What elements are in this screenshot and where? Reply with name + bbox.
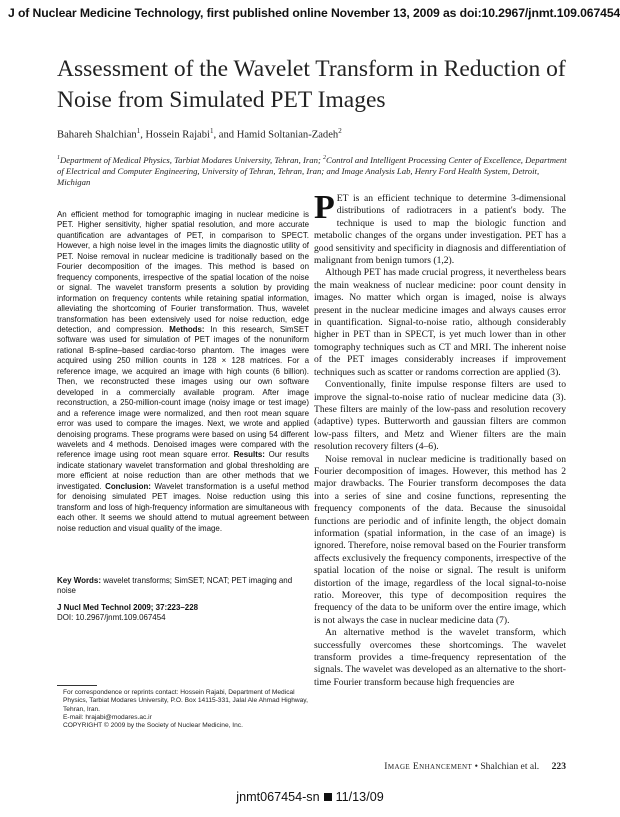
author-affiliation-mark: 1: [136, 127, 141, 135]
author-separator: , and: [213, 129, 237, 141]
keywords: [57, 576, 309, 597]
body-paragraph: [314, 189, 566, 267]
abstract-methods-label: Methods:: [169, 324, 205, 334]
running-footer: [354, 761, 566, 772]
author-name: Hossein Rajabi: [145, 129, 210, 141]
abstract: [57, 210, 309, 534]
footer-section: Image Enhancement: [384, 761, 473, 772]
keywords-label: Key Words:: [57, 576, 101, 585]
manuscript-id-line: [0, 790, 620, 804]
affiliation-text: Department of Medical Physics, Tarbiat Modares University, Tehran, Iran;: [60, 154, 324, 165]
author-affiliation-mark: 2: [338, 127, 342, 135]
footnote-email: E-mail: hrajabi@modares.ac.ir: [63, 713, 152, 721]
manuscript-date: 11/13/09: [335, 790, 384, 804]
citation-journal: J Nucl Med Technol 2009; 37:223–228: [57, 603, 199, 612]
affiliation-text: Control and Intelligent Processing Center of Excellence, Department of Electrical and Computer Engineering, University of Tehran, Tehran, Iran; and Image Analysis Lab, Henry Ford Health System, Detroit, Michigan: [57, 154, 567, 188]
author-name: Hamid Soltanian-Zadeh: [236, 129, 339, 141]
article-title: Assessment of the Wavelet Transform in Reduction of Noise from Simulated PET Images: [57, 56, 566, 113]
abstract-results: Our results indicate stationary wavelet transformation and global thresholding are more efficient at noise reduction than are other methods that we investigated.: [57, 450, 309, 491]
footnote: [57, 689, 309, 730]
author-list: [57, 127, 342, 141]
keywords-text: wavelet transforms; SimSET; NCAT; PET imaging and noise: [57, 576, 293, 596]
footnote-divider: [57, 685, 97, 686]
author-separator: ,: [140, 129, 146, 141]
page-number: 223: [551, 761, 566, 772]
abstract-conclusion-label: Conclusion:: [105, 481, 151, 491]
footnote-copyright: COPYRIGHT © 2009 by the Society of Nuclear Medicine, Inc.: [63, 722, 243, 730]
affiliation-mark: 1: [57, 155, 60, 161]
square-bullet-icon: [324, 793, 332, 801]
abstract-methods: In this research, SimSET software was used for simulation of PET images of the nonuniform rational B-spline–based cardiac-torso phantom. The images were acquired using 250 million counts in 128 × 128 matrices. For a reference image, we acquired an image with high counts (6 billion). Then, we reconstructed these images using our own software developed in a commercially available program. After image reconstruction, a 250-million-count image (noisy image or test image) and a reference image were normalized, and then root mean square error was used to compare the images. Next, we wrote and applied denoising programs. These programs were based on using 54 different wavelets and 4 methods. Denoised images were compared with the reference image using root mean square error.: [57, 324, 309, 460]
author-affiliation-mark: 1: [209, 127, 214, 135]
body-paragraph: Noise removal in nuclear medicine is traditionally based on Fourier decomposition of images. However, this method has 2 major drawbacks. The Fourier transform decomposes the data into a series of sine and cosine functions, representing the frequency components of the data. Because the sinusoidal functions are periodic and of infinite length, the object domain information (spatial information, in the case of an image) is ignored. Therefore, noise removal based on the Fourier transform affects exclusively the frequency components, irrespective of the spatial location of the noise or signal. The result is uniform distortion of the image, regardless of the local signal-to-noise ratio. Moreover, this type of decomposition requires the frequency of the data to be uniform over the entire image, which is not always the case in nuclear medicine data (7).: [314, 453, 566, 626]
abstract-results-label: Results:: [233, 450, 265, 460]
body-paragraph: Conventionally, finite impulse response filters are used to improve the signal-to-noise ratio of nuclear medicine data (3). These filters are mainly of the low-pass and resolution recovery (adaptive) types. Butterworth and gaussian filters are common low-pass filters, and Metz and Wiener filters are the main resolution recovery filters (4–6).: [314, 379, 566, 453]
abstract-conclusion: Wavelet transformation is a useful method for denoising simulated PET images. Noise reduction using this transform and loss of high-frequency information are simultaneous with each other. It seems we should attend to mutual agreement between noise reduction and visual quality of the image.: [57, 481, 309, 533]
author-name: Bahareh Shalchian: [57, 129, 137, 141]
journal-header: J of Nuclear Medicine Technology, first published online November 13, 2009 as doi:10.2967/jnmt.109.067454: [8, 6, 620, 20]
citation: [57, 603, 309, 624]
affiliation-mark: 2: [323, 155, 327, 161]
footer-bullet: •: [474, 761, 478, 772]
footer-authors: Shalchian et al.: [480, 761, 540, 772]
body-paragraph-text: ET is an efficient technique to determine 3-dimensional distributions of radiotracers in a patient's body. The technique is used to map the biologic function and metabolic changes of the organs under investigation. PET has a good sensitivity and specificity in diagnosis and differentiation of malignant from benign tumors (1,2).: [314, 193, 566, 267]
abstract-intro: An efficient method for tomographic imaging in nuclear medicine is PET. Higher sensitivity, higher spatial resolution, and more accurate quantification are advantages of PET, in comparison to SPECT. However, a high noise level in the images limits the diagnostic utility of PET. Noise removal in nuclear medicine is traditionally based on the Fourier decomposition of the images. This method is based on frequency components, irrespective of the spatial location of the noise or signal. The wavelet transform presents a solution by providing information on frequency contents while retaining spatial information, alleviating the shortcoming of Fourier transformation. Thus, wavelet transformation has been extensively used for noise reduction, edge detection, and compression.: [57, 210, 309, 334]
body-paragraph: Although PET has made crucial progress, it nevertheless bears the main weakness of nuclear medicine: poor count density in images. No matter which organ is imaged, noise is always present in the nuclear medicine images and always causes error in quantification. Signal-to-noise ratio, although considerably higher in PET than in SPECT, is yet much lower than in other tomography techniques such as CT and MRI. The inherent noise of the PET images considerably increases if improvement techniques such as scatter or randoms correction are applied (3).: [314, 267, 566, 378]
body-paragraph: An alternative method is the wavelet transform, which successfully overcomes these shortcomings. The wavelet transform provides a time-frequency representation of the signals. The wavelet was developed as an alternative to the short-time Fourier transform because high frequencies are: [314, 627, 566, 688]
body-text: [314, 189, 566, 689]
citation-doi: DOI: 10.2967/jnmt.109.067454: [57, 613, 166, 623]
manuscript-id: jnmt067454-sn: [236, 790, 320, 804]
footnote-correspondence: For correspondence or reprints contact: Hossein Rajabi, Department of Medical Physics, Tarbiat Modares University, P.O. Box 14115-331, Jalal Ale Ahmad Highway, Tehran, Iran.: [63, 689, 308, 713]
affiliations: [57, 153, 569, 189]
drop-cap: P: [314, 189, 335, 226]
